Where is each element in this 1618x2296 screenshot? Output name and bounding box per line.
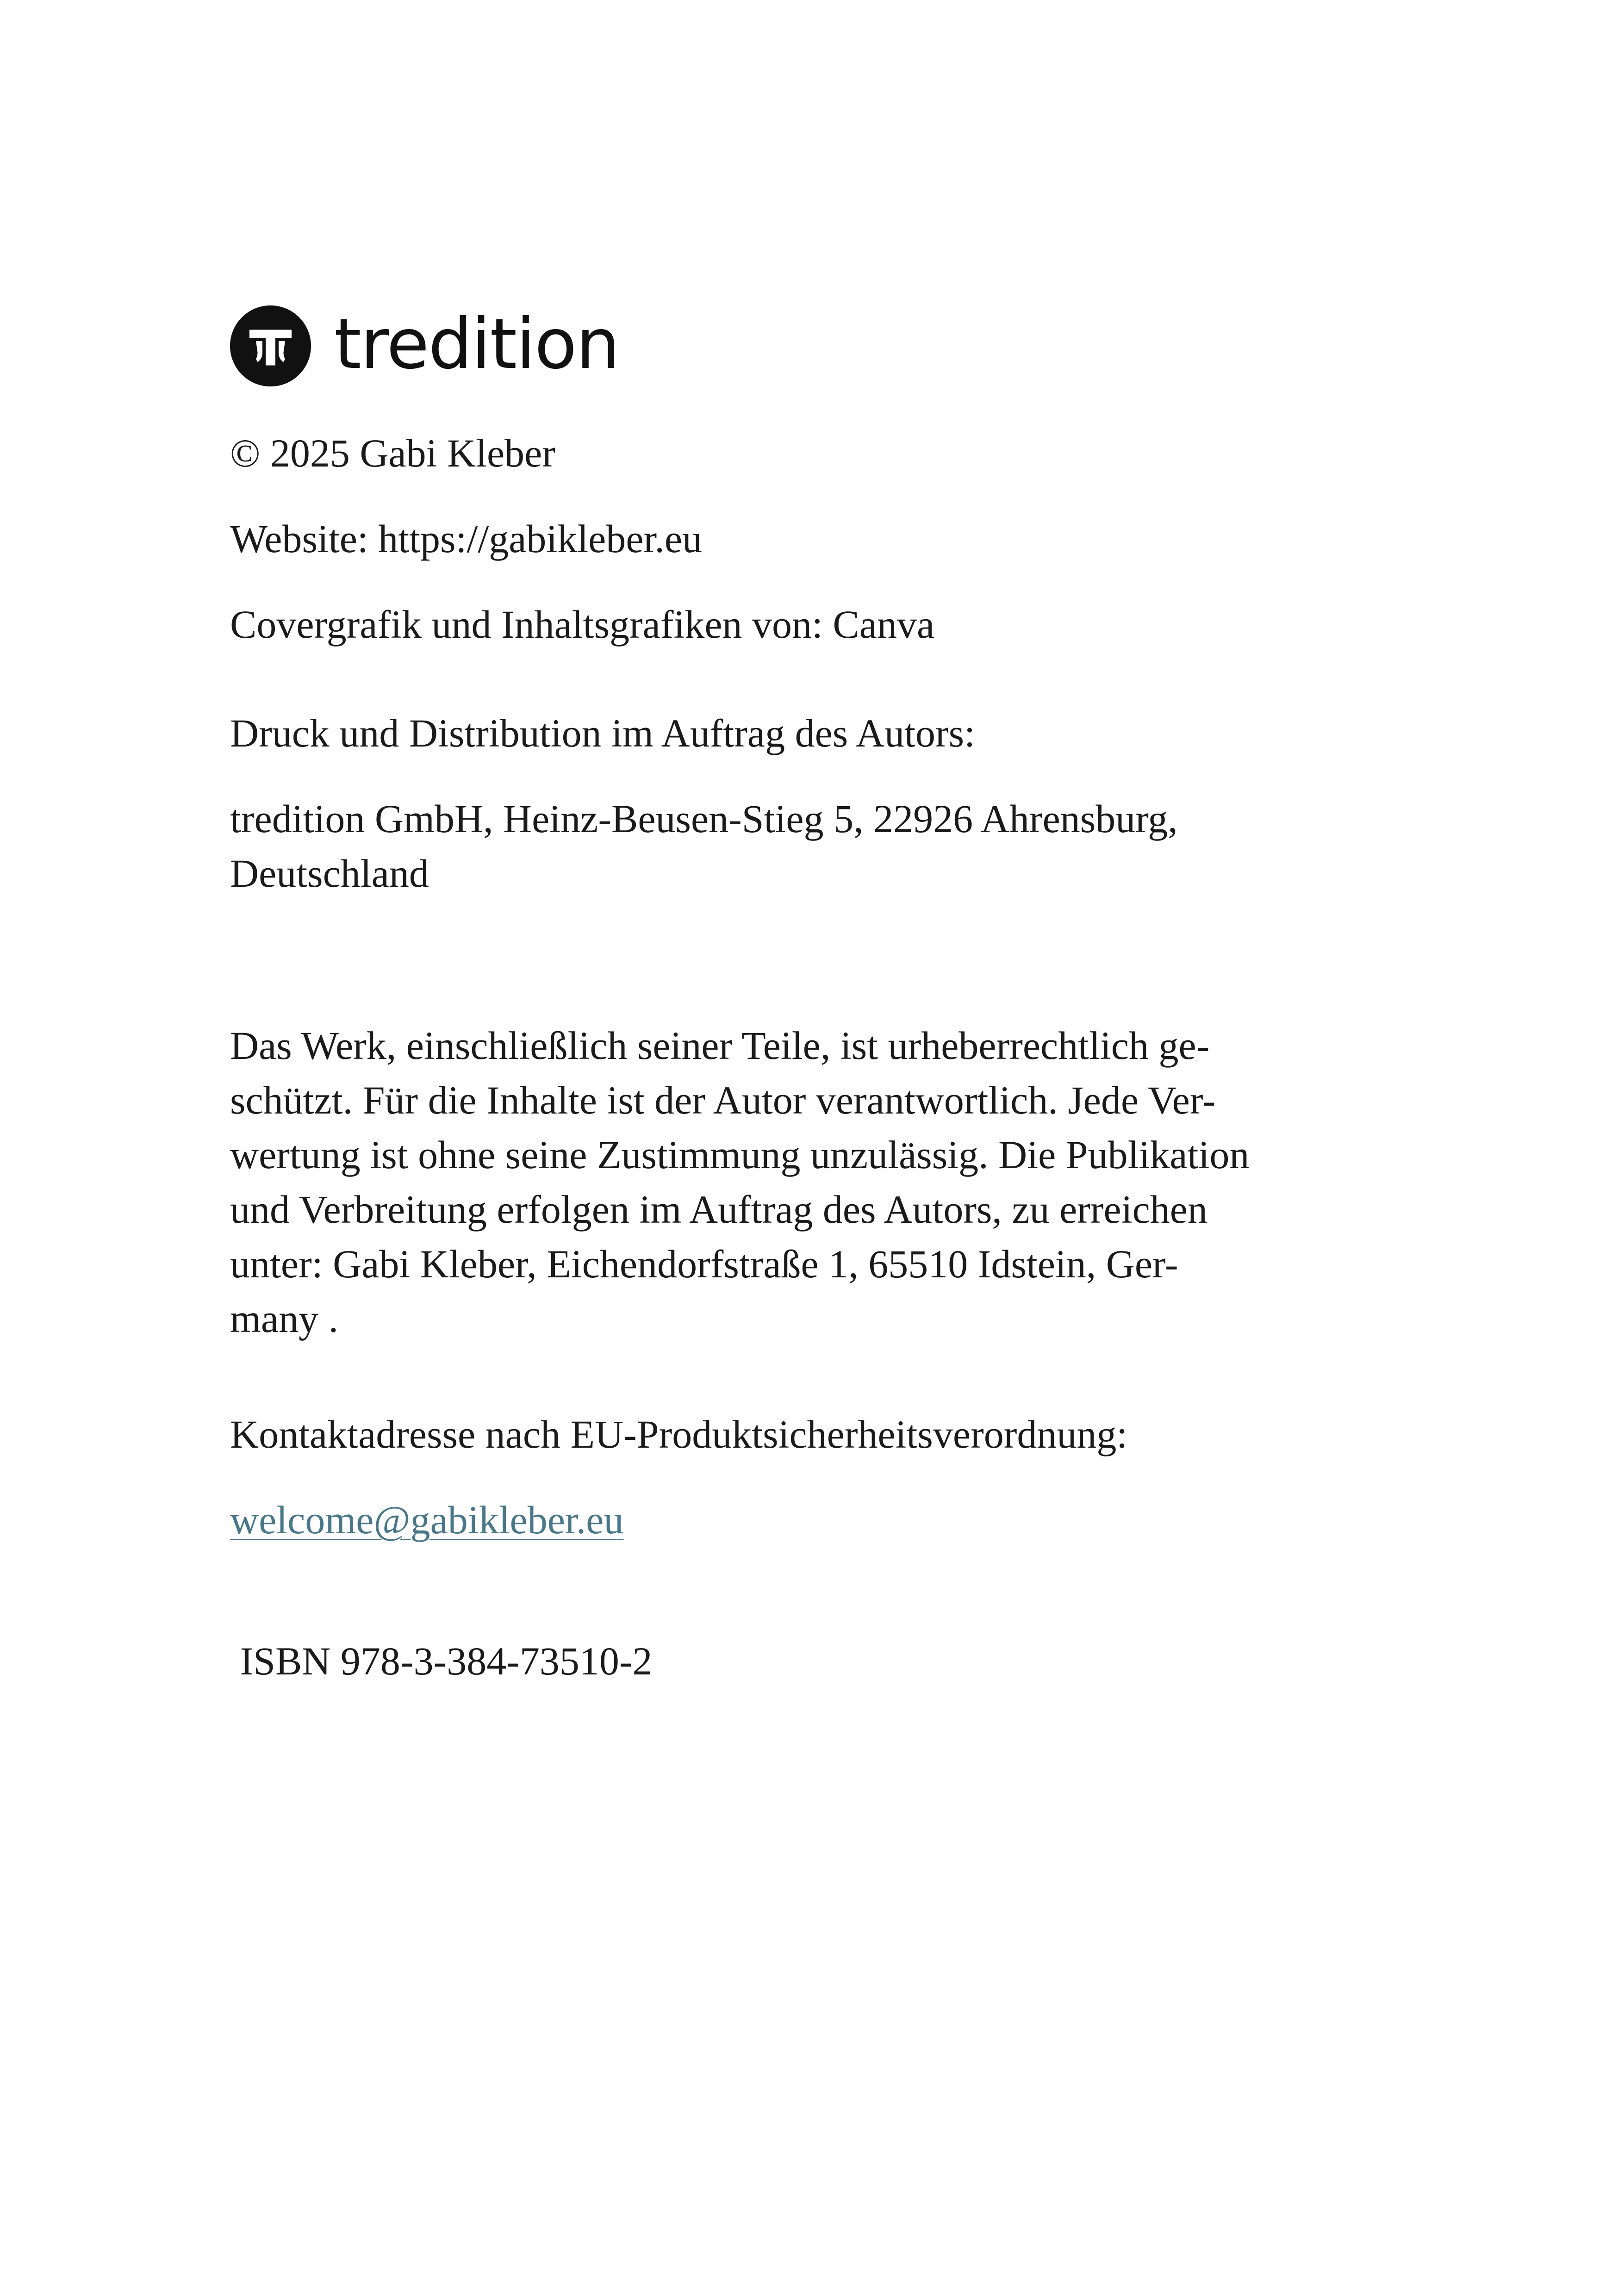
- printer-address-line-2: Deutschland: [230, 851, 429, 896]
- publisher-logo-wordmark: tredition: [334, 304, 619, 385]
- rights-line: Das Werk, einschließlich seiner Teile, ist urheberrechtlich ge-: [230, 1023, 1210, 1068]
- cover-credit-line: Covergrafik und Inhaltsgrafiken von: Canva: [230, 602, 935, 647]
- rights-line: wertung ist ohne seine Zustimmung unzulässig. Die Publikation: [230, 1132, 1250, 1177]
- print-distribution-heading: Druck und Distribution im Auftrag des Autors:: [230, 711, 975, 755]
- contact-heading: Kontaktadresse nach EU-Produktsicherheitsverordnung:: [230, 1412, 1128, 1456]
- contact-email-link[interactable]: welcome@gabikleber.eu: [230, 1498, 624, 1542]
- rights-paragraph: [230, 1018, 1249, 1346]
- rights-line: unter: Gabi Kleber, Eichendorfstraße 1, 65510 Idstein, Ger-: [230, 1242, 1178, 1286]
- publisher-logo: [230, 305, 619, 386]
- contact-email-line: [230, 1493, 623, 1547]
- isbn-line: ISBN 978-3-384-73510-2: [230, 1639, 653, 1683]
- tredition-logo-icon: [230, 305, 311, 386]
- rights-line: schützt. Für die Inhalte ist der Autor verantwortlich. Jede Ver-: [230, 1078, 1216, 1122]
- website-line: Website: https://gabikleber.eu: [230, 516, 703, 561]
- rights-line: und Verbreitung erfolgen im Auftrag des Autors, zu erreichen: [230, 1187, 1207, 1232]
- copyright-line: © 2025 Gabi Kleber: [230, 431, 555, 475]
- printer-address-line-1: tredition GmbH, Heinz-Beusen-Stieg 5, 22926 Ahrensburg,: [230, 796, 1178, 841]
- rights-line: many .: [230, 1296, 339, 1341]
